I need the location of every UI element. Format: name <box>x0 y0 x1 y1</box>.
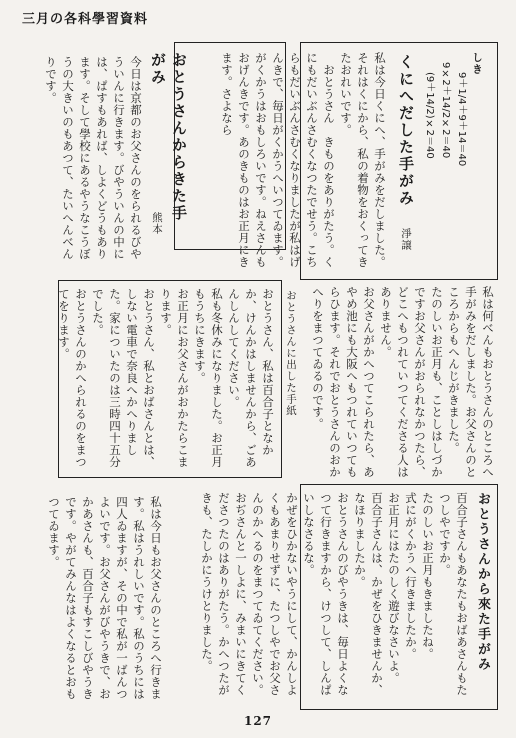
letter-from-father-body: 百合子さんもあなたもおばあさんもたつしやですか。 たのしいお正月もきましたね。 式にがくかうへ行きましたか。 お正月にはたのしく遊びなさいよ。 百合子さんは、かぜをひきませんか、なほりましたか。 おとうさんのびやうきは、毎日よくなつて行きますから、けつして、しんぱいしなさるな。 かぜをひかないやうにして、かんしよくもあまりせずに、たつしやでお父さんのかへるのをまつてゐてください。 おぢさんと一しよに、みまいにきてくださつたのはありがたう。かへつたがきも、たしかにうけとりました。 <box>200 492 469 696</box>
letter-kuni-author: 淨譲 <box>400 228 412 251</box>
page-header: 三月の各科學習資料 <box>22 12 149 27</box>
math-label: しき <box>471 52 483 75</box>
essay-bottom-body: 私は今日もお父さんのところへ行きます。私はうれしいです。私のうちには四人ゐますが、その中で私が一ばんつよいです。お父さんがびやうきで、おかあさんも、百合子もすこしびやうきです。やがてみんなはよくなるとおもつてゐます。 <box>47 496 163 700</box>
math-line-3: (9＋14/2)×2＝40 <box>424 72 435 159</box>
page-number: 127 <box>243 714 273 728</box>
letter-hyakugoko-title: おとうさんに出した手紙 <box>285 290 297 417</box>
math-line-2: 9×2＋14/2×2＝40 <box>440 62 451 159</box>
letter-otousan-body: 今日は京都のお父さんのをられるびやういんに行きます。びやういんの中には、ぱすもあれば、しよくどうもあります。そして學校にあるやうなこうぼうの大きいのもあつて、たいへんべんりです。 <box>44 56 143 260</box>
letter-otousan-title: おとうさんからきた手がみ <box>149 52 188 222</box>
letter-otousan-box <box>174 42 286 250</box>
math-line-1: 9＋1/4＋9＋14＝40 <box>456 72 467 167</box>
letter-otousan-author: 熊本 <box>151 212 163 235</box>
letter-hyakugoko-body: おとうさん、私は百合子となかか、けんかはしませんから、ごあんしんしてください。 私も冬休みになりました。お正月もうちにきます。 お正月にお父さんがおかたらこまります。 おとうさん、私とおばさんとは、しない電車で奈良へかへりました。家についたのは三時四十五分でした。 おとうさんのかへられるのをまつてをります。 <box>57 288 275 468</box>
letter-kuni-title: くにへだした手がみ <box>397 54 415 207</box>
letter-from-father-title: おとうさんから來た手がみ <box>475 492 490 672</box>
letter-kuni-body: 私は今日くにへ、手がみをだしました。それはくにから、私の着物をおくってきたおれいです。 おとうさん きものをありがたう。くにもだいぶんさむくなつたでせう。こちらもだいぶんさむくなりましたが私はげんきで、毎日がくかうへいつてゐます。がくかうはおもしろいです。ねえさんもおげんきです。あのきものはお正月にきます。さよなら <box>220 52 387 268</box>
essay-middle-body: 私は何べんもおとうさんのところへ手がみをだしました。お父さんのところからもへんじがきました。 たのしいお正月も、ことしはしづかですお父さんがおられなかつたら、どこへもつれていつてくださる人はありません。 お父さんがかへつてこられたら、あやめ池にも大阪へもつれていつてもらひます。それでおとうさんのおかへりをまつてゐるのです。 <box>311 286 495 478</box>
